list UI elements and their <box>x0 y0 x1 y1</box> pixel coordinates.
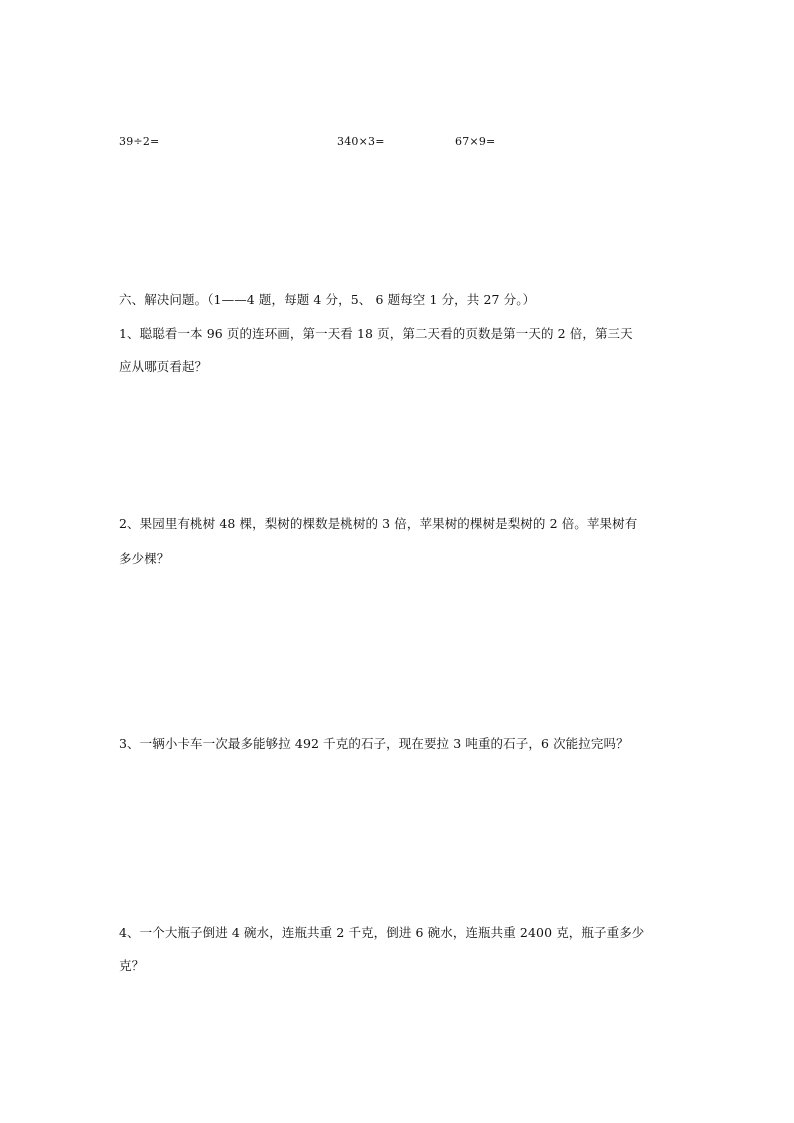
calc-item-3: 67×9= <box>455 135 496 148</box>
section-heading: 六、解决问题。（1——4 题，每题 4 分，5、 6 题每空 1 分，共 27 分。） <box>119 292 536 307</box>
question-2-line-2: 多少棵？ <box>119 551 170 566</box>
question-4-line-1: 4、一个大瓶子倒进 4 碗水，连瓶共重 2 千克，倒进 6 碗水，连瓶共重 2400 克，瓶子重多少 <box>119 925 645 940</box>
question-1-line-1: 1、聪聪看一本 96 页的连环画，第一天看 18 页，第二天看的页数是第一天的 2 倍，第三天 <box>119 326 633 341</box>
question-1-line-2: 应从哪页看起？ <box>119 359 208 374</box>
question-2-line-1: 2、果园里有桃树 48 棵，梨树的棵数是桃树的 3 倍，苹果树的棵树是梨树的 2 倍。苹果树有 <box>119 516 638 531</box>
question-4-line-2: 克？ <box>119 958 145 973</box>
calc-item-1: 39÷2= <box>119 135 160 148</box>
calc-item-2: 340×3= <box>337 135 385 148</box>
question-3-line-1: 3、一辆小卡车一次最多能够拉 492 千克的石子，现在要拉 3 吨重的石子，6 次能拉完吗？ <box>119 736 629 751</box>
